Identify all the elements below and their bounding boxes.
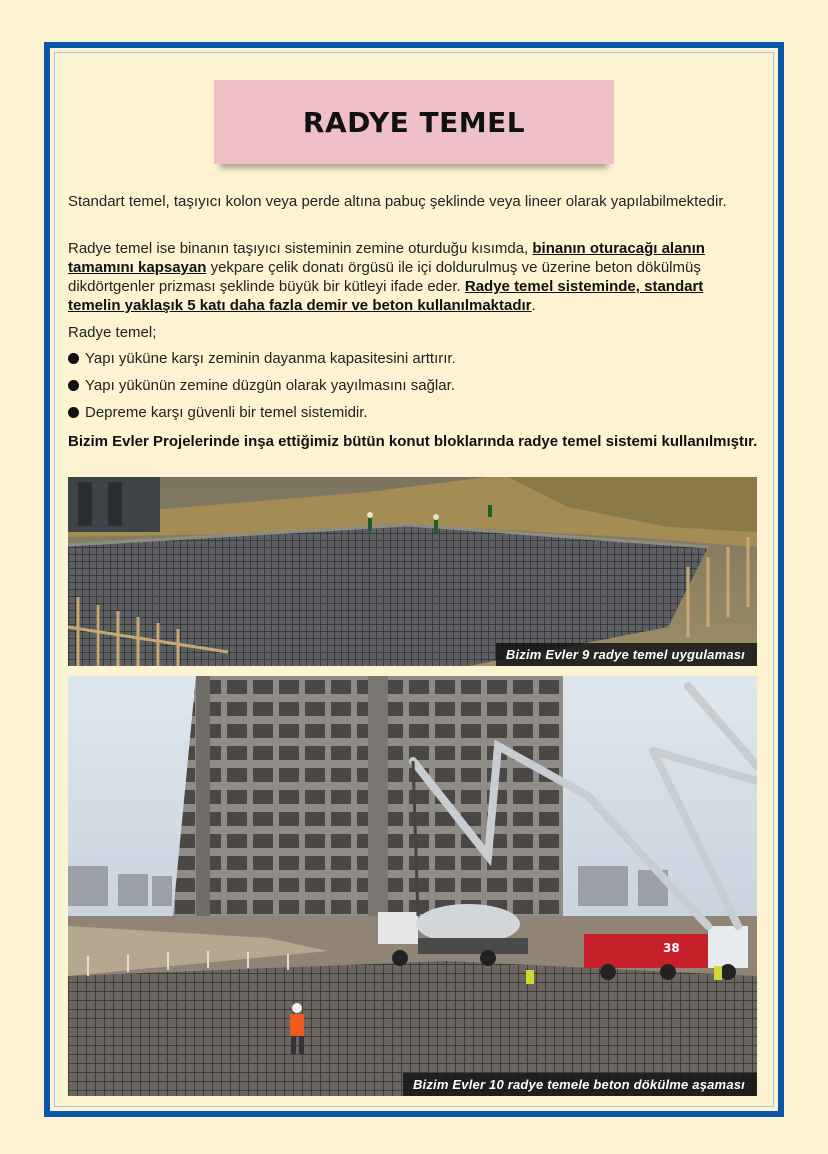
bullet-icon bbox=[68, 353, 79, 364]
project-note: Bizim Evler Projelerinde inşa ettiğimiz bütün konut bloklarında radye temel sistemi kullanılmıştır. bbox=[68, 433, 758, 450]
list-item: Depreme karşı güvenli bir temel sistemidir. bbox=[68, 404, 368, 421]
highlight-text: binanın oturacağı alanın tamamını kapsayan bbox=[68, 240, 705, 276]
truck-number: 38 bbox=[663, 941, 680, 955]
rebar-foundation-photo-icon bbox=[68, 477, 757, 666]
highlight-text: Radye temel sisteminde, standart temelin yaklaşık 5 katı daha fazla demir ve beton kullanılmaktadır bbox=[68, 278, 704, 314]
paragraph-text: yekpare çelik donatı örgüsü ile içi doldurulmuş ve üzerine beton dökülmüş dikdörtgenler prizması şeklinde büyük bir kütleyi ifade eder. bbox=[68, 259, 701, 295]
paragraph-text: . bbox=[531, 297, 536, 314]
bullet-icon bbox=[68, 407, 79, 418]
paragraph-radye bbox=[68, 239, 758, 315]
photo-rebar-foundation bbox=[68, 477, 757, 666]
photo-caption: Bizim Evler 10 radye temele beton dökülme aşaması bbox=[403, 1073, 757, 1096]
concrete-pouring-photo-icon bbox=[68, 676, 757, 1096]
page-title: RADYE TEMEL bbox=[302, 105, 526, 139]
paragraph-intro: Standart temel, taşıyıcı kolon veya perde altına pabuç şeklinde veya lineer olarak yapılabilmektedir. bbox=[68, 193, 727, 210]
photo-concrete-pouring bbox=[68, 676, 757, 1096]
paragraph-text: Radye temel ise binanın taşıyıcı sisteminin zemine oturduğu kısımda, bbox=[68, 240, 533, 257]
title-banner bbox=[214, 80, 614, 164]
list-item: Yapı yüküne karşı zeminin dayanma kapasitesini arttırır. bbox=[68, 350, 456, 367]
list-item: Yapı yükünün zemine düzgün olarak yayılmasını sağlar. bbox=[68, 377, 455, 394]
photo-caption: Bizim Evler 9 radye temel uygulaması bbox=[496, 643, 757, 666]
bullet-icon bbox=[68, 380, 79, 391]
list-intro: Radye temel; bbox=[68, 324, 157, 341]
